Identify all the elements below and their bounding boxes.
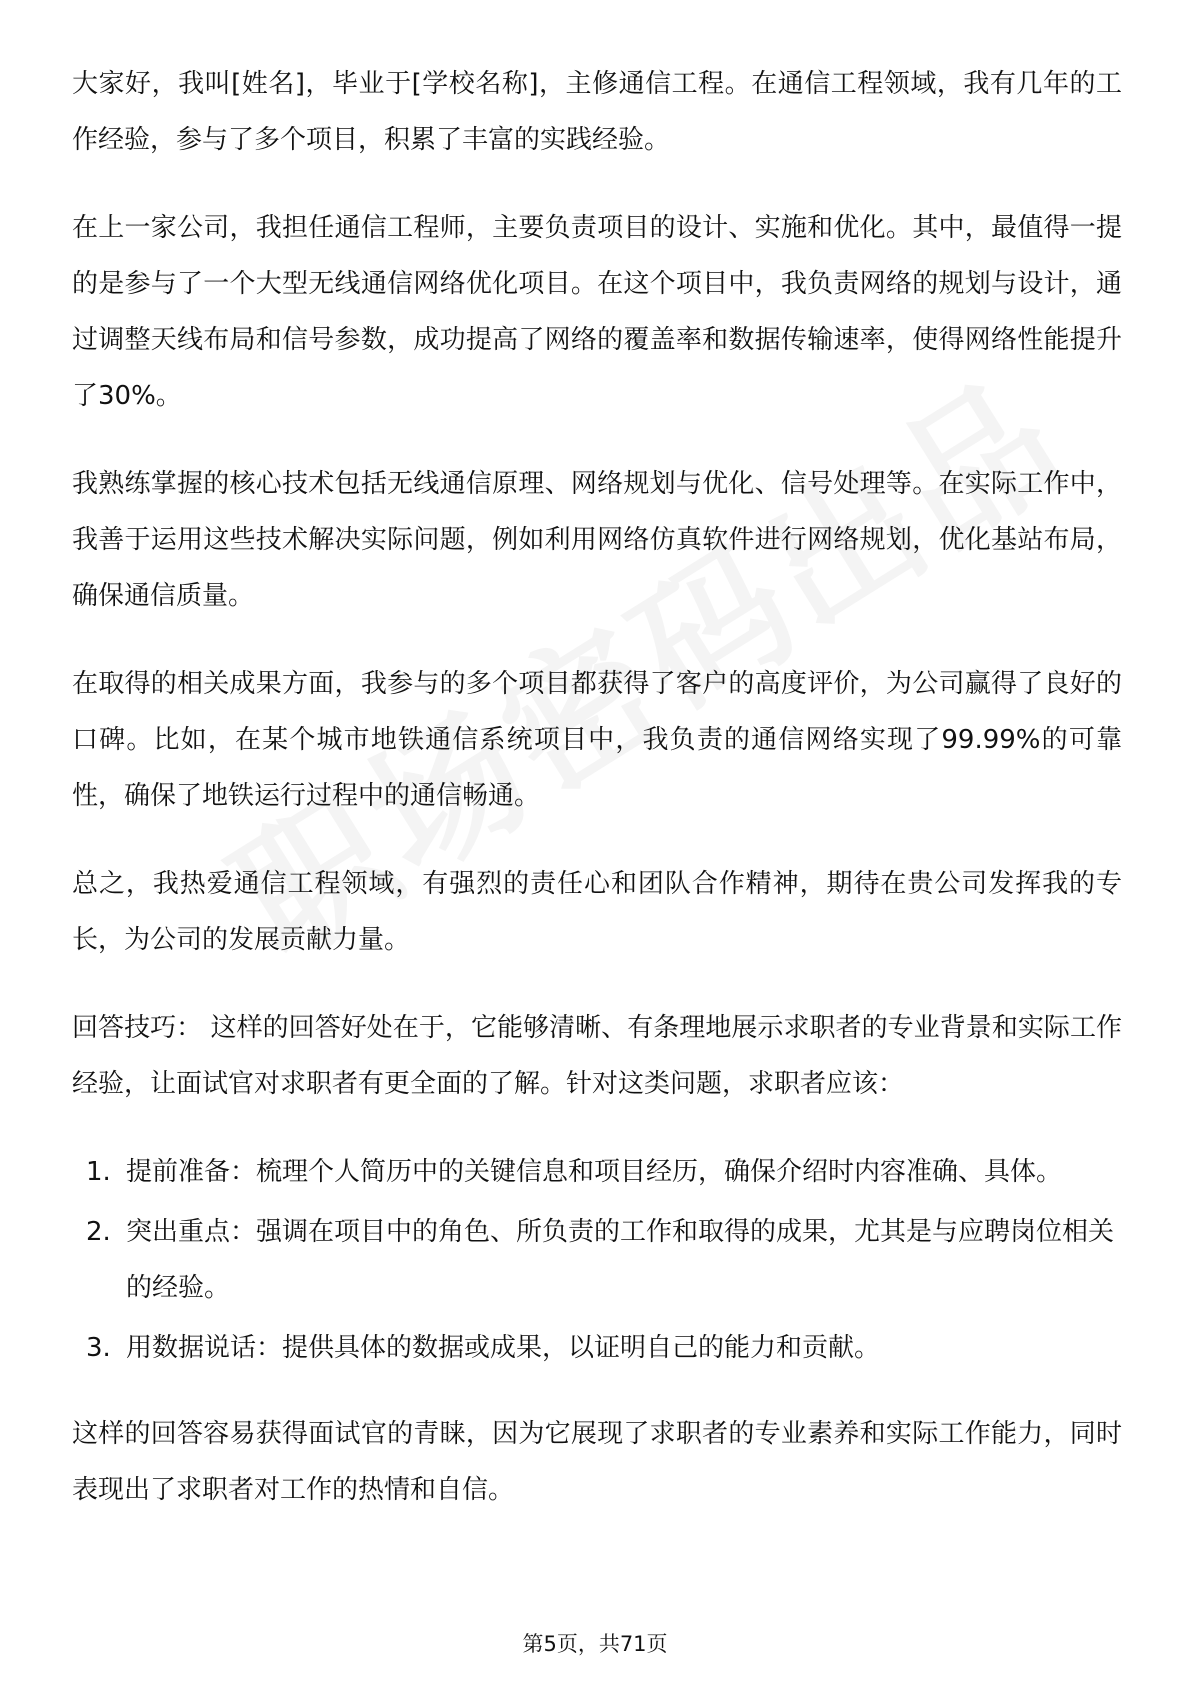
- paragraph-closing: 这样的回答容易获得面试官的青睐，因为它展现了求职者的专业素养和实际工作能力，同时表现出了求职者对工作的热情和自信。: [72, 1419, 1122, 1505]
- paragraph-tips-intro: 回答技巧： 这样的回答好处在于，它能够清晰、有条理地展示求职者的专业背景和实际工作经验，让面试官对求职者有更全面的了解。针对这类问题，求职者应该：: [72, 1013, 1122, 1099]
- paragraph-skills: 我熟练掌握的核心技术包括无线通信原理、网络规划与优化、信号处理等。在实际工作中，我善于运用这些技术解决实际问题，例如利用网络仿真软件进行网络规划，优化基站布局，确保通信质量。: [72, 469, 1122, 611]
- list-item-text: 用数据说话：提供具体的数据或成果，以证明自己的能力和贡献。: [126, 1333, 881, 1363]
- paragraph-summary: 总之，我热爱通信工程领域，有强烈的责任心和团队合作精神，期待在贵公司发挥我的专长，为公司的发展贡献力量。: [72, 869, 1122, 955]
- list-number: 1.: [86, 1157, 111, 1187]
- page-number-footer: 第5页，共71页: [522, 1632, 668, 1656]
- list-item-text: 突出重点：强调在项目中的角色、所负责的工作和取得的成果，尤其是与应聘岗位相关的经验。: [126, 1217, 1115, 1303]
- tips-list: [72, 1144, 1122, 1376]
- document-body: [72, 56, 1122, 1550]
- list-item: [72, 1320, 1122, 1376]
- list-item: [72, 1144, 1122, 1200]
- paragraph-intro: 大家好，我叫[姓名]，毕业于[学校名称]，主修通信工程。在通信工程领域，我有几年的工作经验，参与了多个项目，积累了丰富的实践经验。: [72, 69, 1122, 155]
- paragraph-experience: 在上一家公司，我担任通信工程师，主要负责项目的设计、实施和优化。其中，最值得一提的是参与了一个大型无线通信网络优化项目。在这个项目中，我负责网络的规划与设计，通过调整天线布局和信号参数，成功提高了网络的覆盖率和数据传输速率，使得网络性能提升了30%。: [72, 213, 1122, 411]
- list-item: [72, 1204, 1122, 1316]
- list-item-text: 提前准备：梳理个人简历中的关键信息和项目经历，确保介绍时内容准确、具体。: [126, 1157, 1063, 1187]
- paragraph-achievements: 在取得的相关成果方面，我参与的多个项目都获得了客户的高度评价，为公司赢得了良好的口碑。比如，在某个城市地铁通信系统项目中，我负责的通信网络实现了99.99%的可靠性，确保了地铁运行过程中的通信畅通。: [72, 669, 1122, 811]
- list-number: 3.: [86, 1333, 111, 1363]
- list-number: 2.: [86, 1217, 111, 1247]
